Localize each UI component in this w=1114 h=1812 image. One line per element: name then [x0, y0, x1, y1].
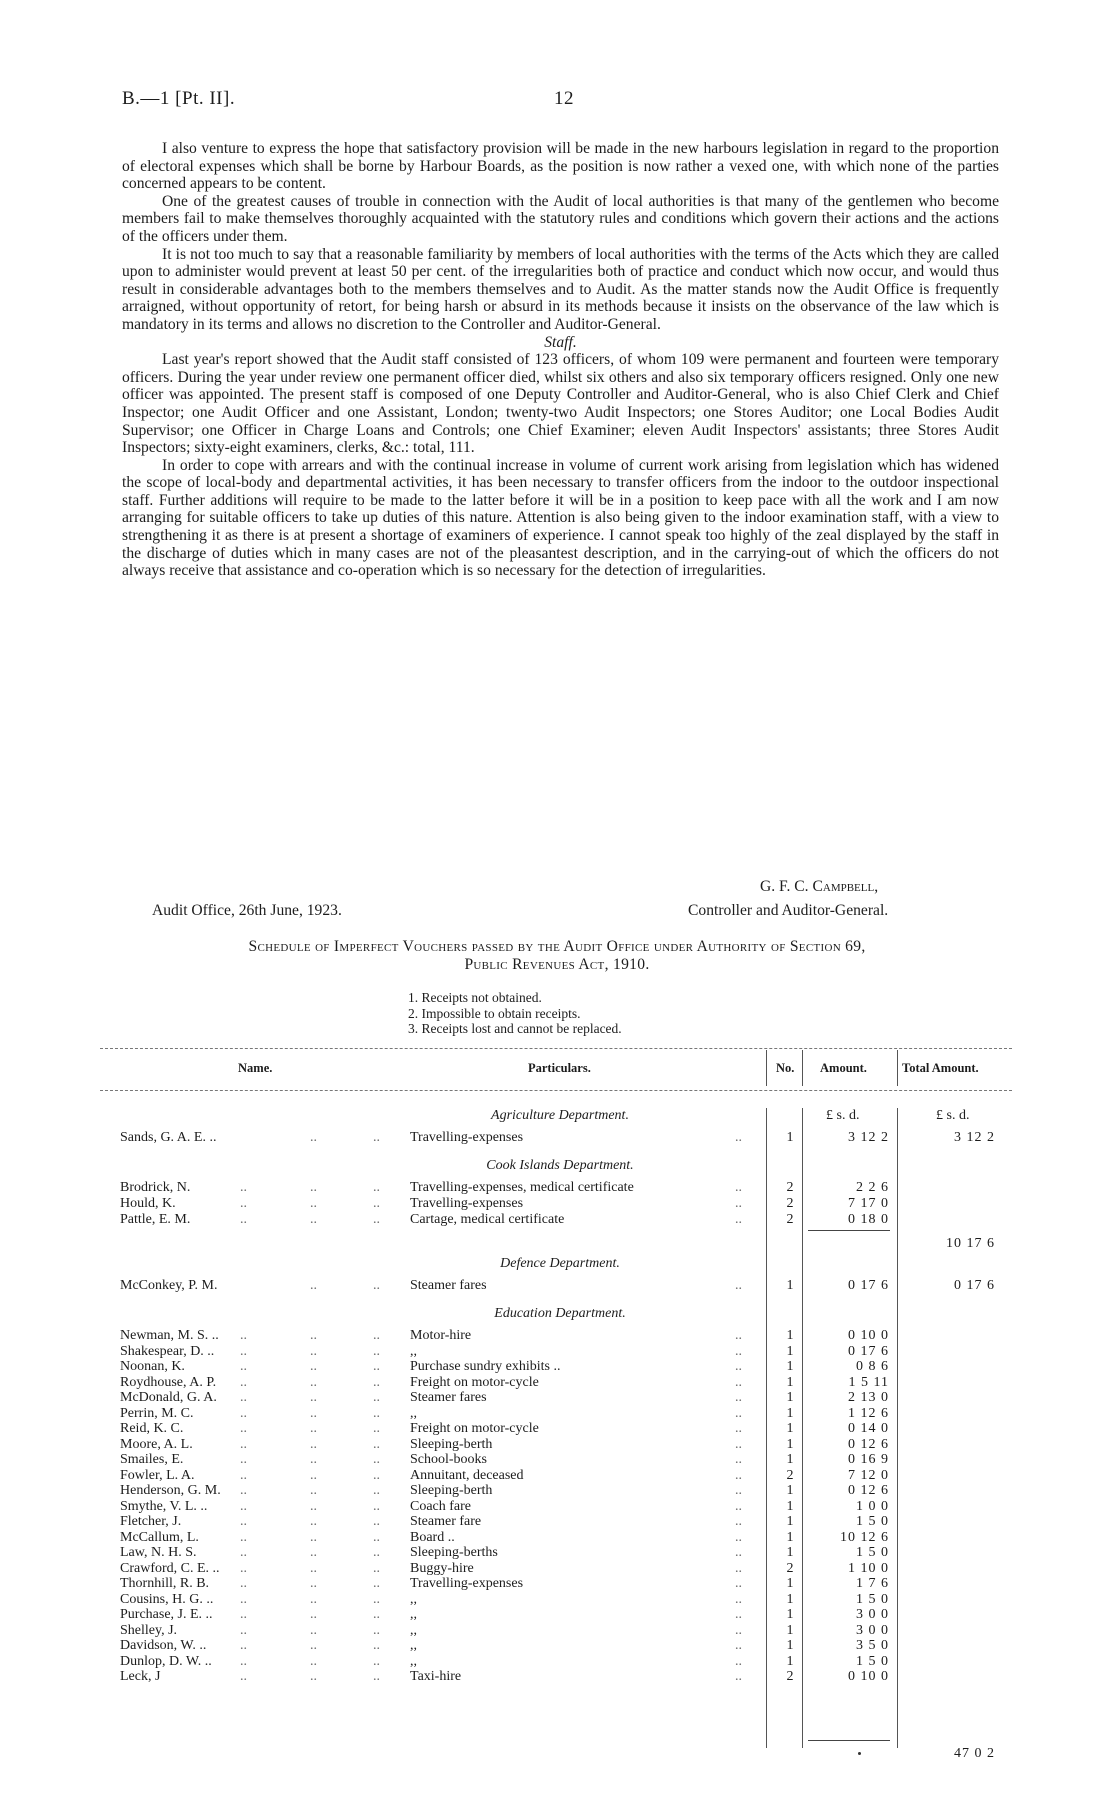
- row-amount: 3 5 0: [856, 1638, 889, 1653]
- column-header-name: Name.: [238, 1061, 273, 1075]
- table-row: [0, 1406, 1114, 1422]
- row-particulars: ,,: [410, 1653, 417, 1669]
- row-amount: 0 16 9: [848, 1452, 889, 1467]
- row-leader: ..: [310, 1421, 317, 1436]
- row-leader: ..: [240, 1343, 247, 1359]
- dept-agriculture: Agriculture Department.: [491, 1108, 629, 1123]
- row-leader: ..: [735, 1390, 742, 1405]
- row-name: Newman, M. S. ..: [120, 1328, 219, 1343]
- row-leader: ..: [310, 1653, 317, 1669]
- row-leader: ..: [310, 1374, 317, 1390]
- dept-cook-islands: Cook Islands Department.: [486, 1158, 634, 1173]
- row-leader: ..: [240, 1467, 247, 1483]
- table-row: [0, 1499, 1114, 1515]
- row-amount: 0 10 0: [848, 1328, 889, 1343]
- row-no: 1: [786, 1278, 794, 1293]
- row-no: 1: [786, 1498, 794, 1514]
- row-leader: ..: [373, 1180, 380, 1195]
- row-amount: 1 5 0: [856, 1545, 889, 1560]
- row-leader: ..: [373, 1607, 380, 1622]
- row-leader: ..: [310, 1529, 317, 1545]
- row-leader: ..: [735, 1467, 742, 1483]
- schedule-title-line-2: Public Revenues Act, 1910.: [464, 956, 650, 973]
- row-amount: 1 5 0: [856, 1653, 889, 1669]
- row-leader: ..: [373, 1374, 380, 1390]
- row-leader: ..: [373, 1545, 380, 1560]
- row-leader: ..: [373, 1591, 380, 1607]
- subtotal-row: [0, 1746, 1114, 1762]
- row-name: Brodrick, N.: [120, 1180, 191, 1195]
- row-leader: ..: [240, 1452, 247, 1467]
- schedule-title: [100, 938, 1014, 974]
- row-amount: 0 12 6: [848, 1483, 889, 1498]
- row-amount: 0 14 0: [848, 1421, 889, 1436]
- row-no: 1: [786, 1529, 794, 1545]
- row-leader: ..: [735, 1545, 742, 1560]
- row-leader: ..: [373, 1130, 380, 1145]
- row-particulars: Cartage, medical certificate: [410, 1212, 565, 1227]
- row-leader: ..: [310, 1498, 317, 1514]
- row-particulars: Travelling-expenses: [410, 1576, 524, 1591]
- row-amount: 0 10 0: [848, 1669, 889, 1684]
- paragraph-staff-count: Last year's report showed that the Audit staff consisted of 123 officers, of whom 109 were permanent and fourteen were temporary officers. During the year under review one permanent officer died, whilst six others and also six temporary officers resigned. Only one new officer was appointed. The present staff is composed of one Deputy Controller and Auditor-General, who is also Chief Clerk and Chief Inspector; one Audit Officer and one Assistant, London; twenty-two Audit Inspectors; one Stores Auditor; one Local Bodies Audit Supervisor; one Officer in Charge Loans and Controls; one Chief Examiner; eleven Audit Inspectors' assistants; three Stores Audit Inspectors; sixty-eight examiners, clerks, &c.: total, 111.: [122, 351, 999, 457]
- row-leader: ..: [735, 1405, 742, 1421]
- row-leader: ..: [310, 1452, 317, 1467]
- row-no: 1: [786, 1374, 794, 1390]
- row-no: 1: [786, 1483, 794, 1498]
- table-row: [0, 1576, 1114, 1592]
- row-leader: ..: [373, 1328, 380, 1343]
- row-amount: 1 5 0: [856, 1514, 889, 1529]
- row-leader: ..: [240, 1483, 247, 1498]
- row-name: McDonald, G. A.: [120, 1390, 217, 1405]
- dept-defence: Defence Department.: [500, 1256, 620, 1271]
- row-leader: ..: [310, 1328, 317, 1343]
- column-separator-total: [897, 1050, 898, 1086]
- row-leader: ..: [735, 1328, 742, 1343]
- table-row: [0, 1452, 1114, 1468]
- row-leader: ..: [240, 1622, 247, 1638]
- row-leader: ..: [373, 1514, 380, 1529]
- table-row: [0, 1638, 1114, 1654]
- row-no: 1: [786, 1405, 794, 1421]
- row-amount: 7 17 0: [848, 1196, 889, 1211]
- subtotal-rule: [808, 1740, 890, 1741]
- row-no: 1: [786, 1591, 794, 1607]
- row-leader: ..: [373, 1405, 380, 1421]
- row-leader: ..: [373, 1390, 380, 1405]
- row-leader: ..: [310, 1607, 317, 1622]
- row-name: Roydhouse, A. P.: [120, 1374, 217, 1390]
- row-name: Pattle, E. M.: [120, 1212, 191, 1227]
- row-name: Smythe, V. L. ..: [120, 1498, 208, 1514]
- row-no: 2: [786, 1196, 794, 1211]
- row-name: Fletcher, J.: [120, 1514, 182, 1529]
- row-leader: ..: [240, 1405, 247, 1421]
- table-row: [0, 1468, 1114, 1484]
- table-row: [0, 1212, 1114, 1228]
- row-particulars: Sleeping-berths: [410, 1545, 498, 1560]
- row-leader: ..: [310, 1436, 317, 1452]
- row-name: Henderson, G. M.: [120, 1483, 221, 1498]
- row-no: 1: [786, 1436, 794, 1452]
- row-leader: ..: [735, 1529, 742, 1545]
- row-leader: ..: [240, 1390, 247, 1405]
- row-leader: ..: [240, 1653, 247, 1669]
- report-body: [122, 140, 999, 580]
- row-name: Noonan, K.: [120, 1359, 185, 1374]
- table-row: [0, 1390, 1114, 1406]
- row-leader: ..: [735, 1607, 742, 1622]
- row-leader: ..: [735, 1343, 742, 1359]
- amount-units: £ s. d.: [826, 1108, 860, 1123]
- row-particulars: Travelling-expenses: [410, 1196, 524, 1211]
- table-row: [0, 1654, 1114, 1670]
- column-header-amount: Amount.: [820, 1061, 867, 1075]
- row-name: Law, N. H. S.: [120, 1545, 197, 1560]
- column-separator-no: [766, 1050, 767, 1086]
- row-leader: ..: [373, 1560, 380, 1576]
- row-no: 1: [786, 1390, 794, 1405]
- row-leader: ..: [373, 1452, 380, 1467]
- row-no: 1: [786, 1130, 794, 1145]
- row-particulars: Board ..: [410, 1529, 455, 1545]
- row-leader: ..: [310, 1130, 317, 1145]
- row-name: McConkey, P. M.: [120, 1278, 218, 1293]
- row-particulars: ,,: [410, 1607, 417, 1622]
- row-leader: ..: [310, 1622, 317, 1638]
- row-particulars: Sleeping-berth: [410, 1436, 493, 1452]
- row-leader: ..: [735, 1576, 742, 1591]
- table-row: [0, 1180, 1114, 1196]
- table-row: [0, 1545, 1114, 1561]
- row-particulars: Coach fare: [410, 1498, 472, 1514]
- row-name: Davidson, W. ..: [120, 1638, 207, 1653]
- row-no: 1: [786, 1421, 794, 1436]
- row-leader: ..: [735, 1560, 742, 1576]
- row-name: Cousins, H. G. ..: [120, 1591, 214, 1607]
- row-leader: ..: [373, 1436, 380, 1452]
- row-name: Smailes, E.: [120, 1452, 184, 1467]
- row-leader: ..: [240, 1560, 247, 1576]
- row-leader: ..: [373, 1483, 380, 1498]
- row-leader: ..: [240, 1638, 247, 1653]
- row-leader: ..: [240, 1498, 247, 1514]
- row-no: 1: [786, 1359, 794, 1374]
- row-name: Shakespear, D. ..: [120, 1343, 215, 1359]
- print-speck: [858, 1752, 861, 1755]
- table-row: [0, 1421, 1114, 1437]
- row-leader: ..: [735, 1638, 742, 1653]
- row-leader: ..: [240, 1212, 247, 1227]
- row-no: 2: [786, 1467, 794, 1483]
- row-name: Thornhill, R. B.: [120, 1576, 210, 1591]
- table-row: [0, 1607, 1114, 1623]
- row-no: 1: [786, 1638, 794, 1653]
- row-leader: ..: [373, 1498, 380, 1514]
- row-particulars: Steamer fares: [410, 1390, 487, 1405]
- row-particulars: Freight on motor-cycle: [410, 1421, 539, 1436]
- note-1: 1. Receipts not obtained.: [408, 990, 542, 1005]
- row-particulars: Sleeping-berth: [410, 1483, 493, 1498]
- row-no: 1: [786, 1514, 794, 1529]
- paragraph-local-authorities: One of the greatest causes of trouble in connection with the Audit of local authorities is that many of the gentlemen who become members fail to make themselves thoroughly acquainted with the statutory rules and conditions which govern their actions and the actions of the officers under them.: [122, 192, 999, 245]
- subtotal-education: 47 0 2: [954, 1746, 995, 1761]
- row-particulars: Travelling-expenses: [410, 1130, 524, 1145]
- row-particulars: ,,: [410, 1622, 417, 1638]
- row-amount: 10 12 6: [840, 1529, 889, 1545]
- page-number: 12: [554, 88, 574, 109]
- note-3: 3. Receipts lost and cannot be replaced.: [408, 1021, 622, 1036]
- total-units: £ s. d.: [936, 1108, 970, 1123]
- row-leader: ..: [240, 1545, 247, 1560]
- row-leader: ..: [310, 1669, 317, 1684]
- row-leader: ..: [373, 1421, 380, 1436]
- row-leader: ..: [735, 1591, 742, 1607]
- row-amount: 0 12 6: [848, 1436, 889, 1452]
- row-no: 2: [786, 1212, 794, 1227]
- row-no: 1: [786, 1576, 794, 1591]
- row-leader: ..: [240, 1514, 247, 1529]
- row-leader: ..: [373, 1576, 380, 1591]
- row-leader: ..: [373, 1343, 380, 1359]
- row-amount: 1 12 6: [848, 1405, 889, 1421]
- schedule-notes: [408, 990, 622, 1037]
- row-leader: ..: [373, 1212, 380, 1227]
- row-amount: 0 8 6: [856, 1359, 889, 1374]
- row-name: McCallum, L.: [120, 1529, 199, 1545]
- row-particulars: ,,: [410, 1343, 417, 1359]
- row-leader: ..: [310, 1278, 317, 1293]
- table-row: [0, 1437, 1114, 1453]
- column-separator-amount: [802, 1050, 803, 1086]
- row-leader: ..: [310, 1514, 317, 1529]
- row-leader: ..: [735, 1180, 742, 1195]
- row-amount: 3 0 0: [856, 1607, 889, 1622]
- row-no: 1: [786, 1545, 794, 1560]
- row-name: Sands, G. A. E. ..: [120, 1130, 217, 1145]
- row-particulars: Steamer fares: [410, 1278, 487, 1293]
- row-amount: 1 0 0: [856, 1498, 889, 1514]
- row-leader: ..: [240, 1196, 247, 1211]
- row-amount: 3 12 2: [848, 1130, 889, 1145]
- row-total: 3 12 2: [954, 1130, 995, 1145]
- row-no: 2: [786, 1560, 794, 1576]
- row-leader: ..: [240, 1359, 247, 1374]
- row-total: 0 17 6: [954, 1278, 995, 1293]
- row-amount: 1 7 6: [856, 1576, 889, 1591]
- column-header-particulars: Particulars.: [528, 1061, 591, 1075]
- column-header-total: Total Amount.: [902, 1061, 979, 1075]
- row-name: Purchase, J. E. ..: [120, 1607, 213, 1622]
- row-leader: ..: [735, 1278, 742, 1293]
- paragraph-staff-arrears: In order to cope with arrears and with the continual increase in volume of current work arising from legislation which has widened the scope of local-body and departmental activities, it has been necessary to transfer officers from the indoor to the outdoor inspectional staff. Further additions will require to be made to the latter before it will be in a position to keep pace with all the work and I am now arranging for suitable officers to take up duties of this nature. Attention is also being given to the indoor examination staff, with a view to strengthening it as there is at present a shortage of examiners of experience. I cannot speak too highly of the zeal displayed by the staff in the discharge of duties which in many cases are not of the pleasantest description, and in the carrying-out of which the officers do not always receive that assistance and co-operation which is so necessary for the detection of irregularities.: [122, 456, 999, 580]
- row-leader: ..: [310, 1343, 317, 1359]
- row-name: Fowler, L. A.: [120, 1467, 195, 1483]
- row-leader: ..: [240, 1576, 247, 1591]
- row-particulars: Purchase sundry exhibits ..: [410, 1359, 561, 1374]
- row-leader: ..: [240, 1669, 247, 1684]
- row-leader: ..: [310, 1545, 317, 1560]
- row-leader: ..: [240, 1529, 247, 1545]
- row-amount: 0 17 6: [848, 1343, 889, 1359]
- row-name: Reid, K. C.: [120, 1421, 184, 1436]
- row-particulars: School-books: [410, 1452, 487, 1467]
- subtotal-cook-islands: 10 17 6: [946, 1236, 995, 1251]
- row-amount: 2 13 0: [848, 1390, 889, 1405]
- row-leader: ..: [240, 1374, 247, 1390]
- table-row: [0, 1483, 1114, 1499]
- row-no: 1: [786, 1452, 794, 1467]
- dept-education: Education Department.: [494, 1306, 626, 1321]
- row-leader: ..: [240, 1436, 247, 1452]
- row-particulars: Buggy-hire: [410, 1560, 474, 1576]
- table-row: [0, 1130, 1114, 1146]
- row-leader: ..: [735, 1452, 742, 1467]
- row-leader: ..: [310, 1196, 317, 1211]
- row-amount: 2 2 6: [856, 1180, 889, 1195]
- table-row: [0, 1196, 1114, 1212]
- row-leader: ..: [735, 1483, 742, 1498]
- row-leader: ..: [735, 1653, 742, 1669]
- row-leader: ..: [735, 1196, 742, 1211]
- row-leader: ..: [240, 1421, 247, 1436]
- row-name: Crawford, C. E. ..: [120, 1560, 220, 1576]
- row-no: 1: [786, 1653, 794, 1669]
- row-name: Leck, J: [120, 1669, 161, 1684]
- row-leader: ..: [735, 1498, 742, 1514]
- row-leader: ..: [735, 1669, 742, 1684]
- row-leader: ..: [373, 1278, 380, 1293]
- row-no: 1: [786, 1622, 794, 1638]
- row-name: Dunlop, D. W. ..: [120, 1653, 212, 1669]
- row-leader: ..: [735, 1514, 742, 1529]
- row-particulars: Annuitant, deceased: [410, 1467, 524, 1483]
- row-leader: ..: [310, 1180, 317, 1195]
- subtotal-row: [0, 1236, 1114, 1252]
- row-leader: ..: [373, 1359, 380, 1374]
- signature-title: Controller and Auditor-General.: [688, 902, 889, 919]
- row-leader: ..: [373, 1669, 380, 1684]
- row-particulars: ,,: [410, 1638, 417, 1653]
- row-leader: ..: [310, 1467, 317, 1483]
- row-particulars: Motor-hire: [410, 1328, 472, 1343]
- row-leader: ..: [310, 1483, 317, 1498]
- row-amount: 1 5 0: [856, 1591, 889, 1607]
- row-particulars: Taxi-hire: [410, 1669, 462, 1684]
- row-particulars: ,,: [410, 1405, 417, 1421]
- row-leader: ..: [310, 1405, 317, 1421]
- row-amount: 0 17 6: [848, 1278, 889, 1293]
- row-amount: 7 12 0: [848, 1467, 889, 1483]
- note-2: 2. Impossible to obtain receipts.: [408, 1005, 581, 1021]
- signature-name: G. F. C. Campbell,: [760, 878, 879, 895]
- row-amount: 0 18 0: [848, 1212, 889, 1227]
- row-particulars: Steamer fare: [410, 1514, 482, 1529]
- table-row: [0, 1328, 1114, 1344]
- table-header-rule: [100, 1090, 1012, 1091]
- signature-office-date: Audit Office, 26th June, 1923.: [152, 902, 342, 919]
- row-leader: ..: [373, 1467, 380, 1483]
- row-leader: ..: [735, 1359, 742, 1374]
- row-amount: 3 0 0: [856, 1622, 889, 1638]
- row-name: Hould, K.: [120, 1196, 176, 1211]
- paragraph-familiarity: It is not too much to say that a reasonable familiarity by members of local authorities with the terms of the Acts which they are called upon to administer would prevent at least 50 per cent. of the irregularities both of practice and conduct which now occur, and would thus result in considerable advantages both to the members themselves and to Audit. As the matter stands now the Audit Office is frequently arraigned, without opportunity of retort, for being harsh or absurd in its methods because it insists on the observance of the law which is mandatory in its terms and allows no discretion to the Controller and Auditor-General.: [122, 245, 999, 333]
- row-name: Perrin, M. C.: [120, 1405, 194, 1421]
- row-no: 1: [786, 1328, 794, 1343]
- row-leader: ..: [310, 1638, 317, 1653]
- row-amount: 1 5 11: [848, 1374, 889, 1390]
- row-leader: ..: [310, 1560, 317, 1576]
- row-leader: ..: [240, 1328, 247, 1343]
- row-leader: ..: [373, 1529, 380, 1545]
- row-leader: ..: [735, 1130, 742, 1145]
- row-particulars: Freight on motor-cycle: [410, 1374, 539, 1390]
- row-leader: ..: [735, 1374, 742, 1390]
- table-row: [0, 1514, 1114, 1530]
- table-row: [0, 1530, 1114, 1546]
- schedule-title-line-1: Schedule of Imperfect Vouchers passed by the Audit Office under Authority of Section 69,: [248, 938, 866, 955]
- row-amount: 1 10 0: [848, 1560, 889, 1576]
- row-leader: ..: [373, 1622, 380, 1638]
- table-row: [0, 1561, 1114, 1577]
- table-row: [0, 1669, 1114, 1685]
- row-leader: ..: [735, 1622, 742, 1638]
- row-leader: ..: [373, 1638, 380, 1653]
- table-top-rule: [100, 1048, 1012, 1049]
- row-particulars: Travelling-expenses, medical certificate: [410, 1180, 634, 1195]
- table-row: [0, 1375, 1114, 1391]
- row-leader: ..: [373, 1196, 380, 1211]
- column-header-no: No.: [776, 1061, 795, 1075]
- row-leader: ..: [240, 1180, 247, 1195]
- row-leader: ..: [310, 1359, 317, 1374]
- page-header-reference: B.—1 [Pt. II].: [122, 88, 236, 109]
- row-leader: ..: [735, 1436, 742, 1452]
- row-name: Shelley, J.: [120, 1622, 178, 1638]
- staff-heading: Staff.: [544, 333, 577, 351]
- row-name: Moore, A. L.: [120, 1436, 193, 1452]
- row-no: 1: [786, 1607, 794, 1622]
- row-particulars: ,,: [410, 1591, 417, 1607]
- row-leader: ..: [240, 1591, 247, 1607]
- row-leader: ..: [373, 1653, 380, 1669]
- table-row: [0, 1278, 1114, 1294]
- table-row: [0, 1592, 1114, 1608]
- row-leader: ..: [310, 1591, 317, 1607]
- row-no: 2: [786, 1180, 794, 1195]
- table-row: [0, 1359, 1114, 1375]
- row-no: 1: [786, 1343, 794, 1359]
- row-leader: ..: [310, 1390, 317, 1405]
- subtotal-rule: [808, 1230, 890, 1231]
- table-row: [0, 1344, 1114, 1360]
- row-leader: ..: [240, 1607, 247, 1622]
- paragraph-harbours: I also venture to express the hope that satisfactory provision will be made in the new harbours legislation in regard to the proportion of electoral expenses which shall be borne by Harbour Boards, as the position is now rather a vexed one, with which none of the parties concerned appears to be content.: [122, 140, 999, 193]
- row-leader: ..: [310, 1212, 317, 1227]
- row-leader: ..: [735, 1212, 742, 1227]
- row-no: 2: [786, 1669, 794, 1684]
- row-leader: ..: [310, 1576, 317, 1591]
- table-row: [0, 1623, 1114, 1639]
- row-leader: ..: [735, 1421, 742, 1436]
